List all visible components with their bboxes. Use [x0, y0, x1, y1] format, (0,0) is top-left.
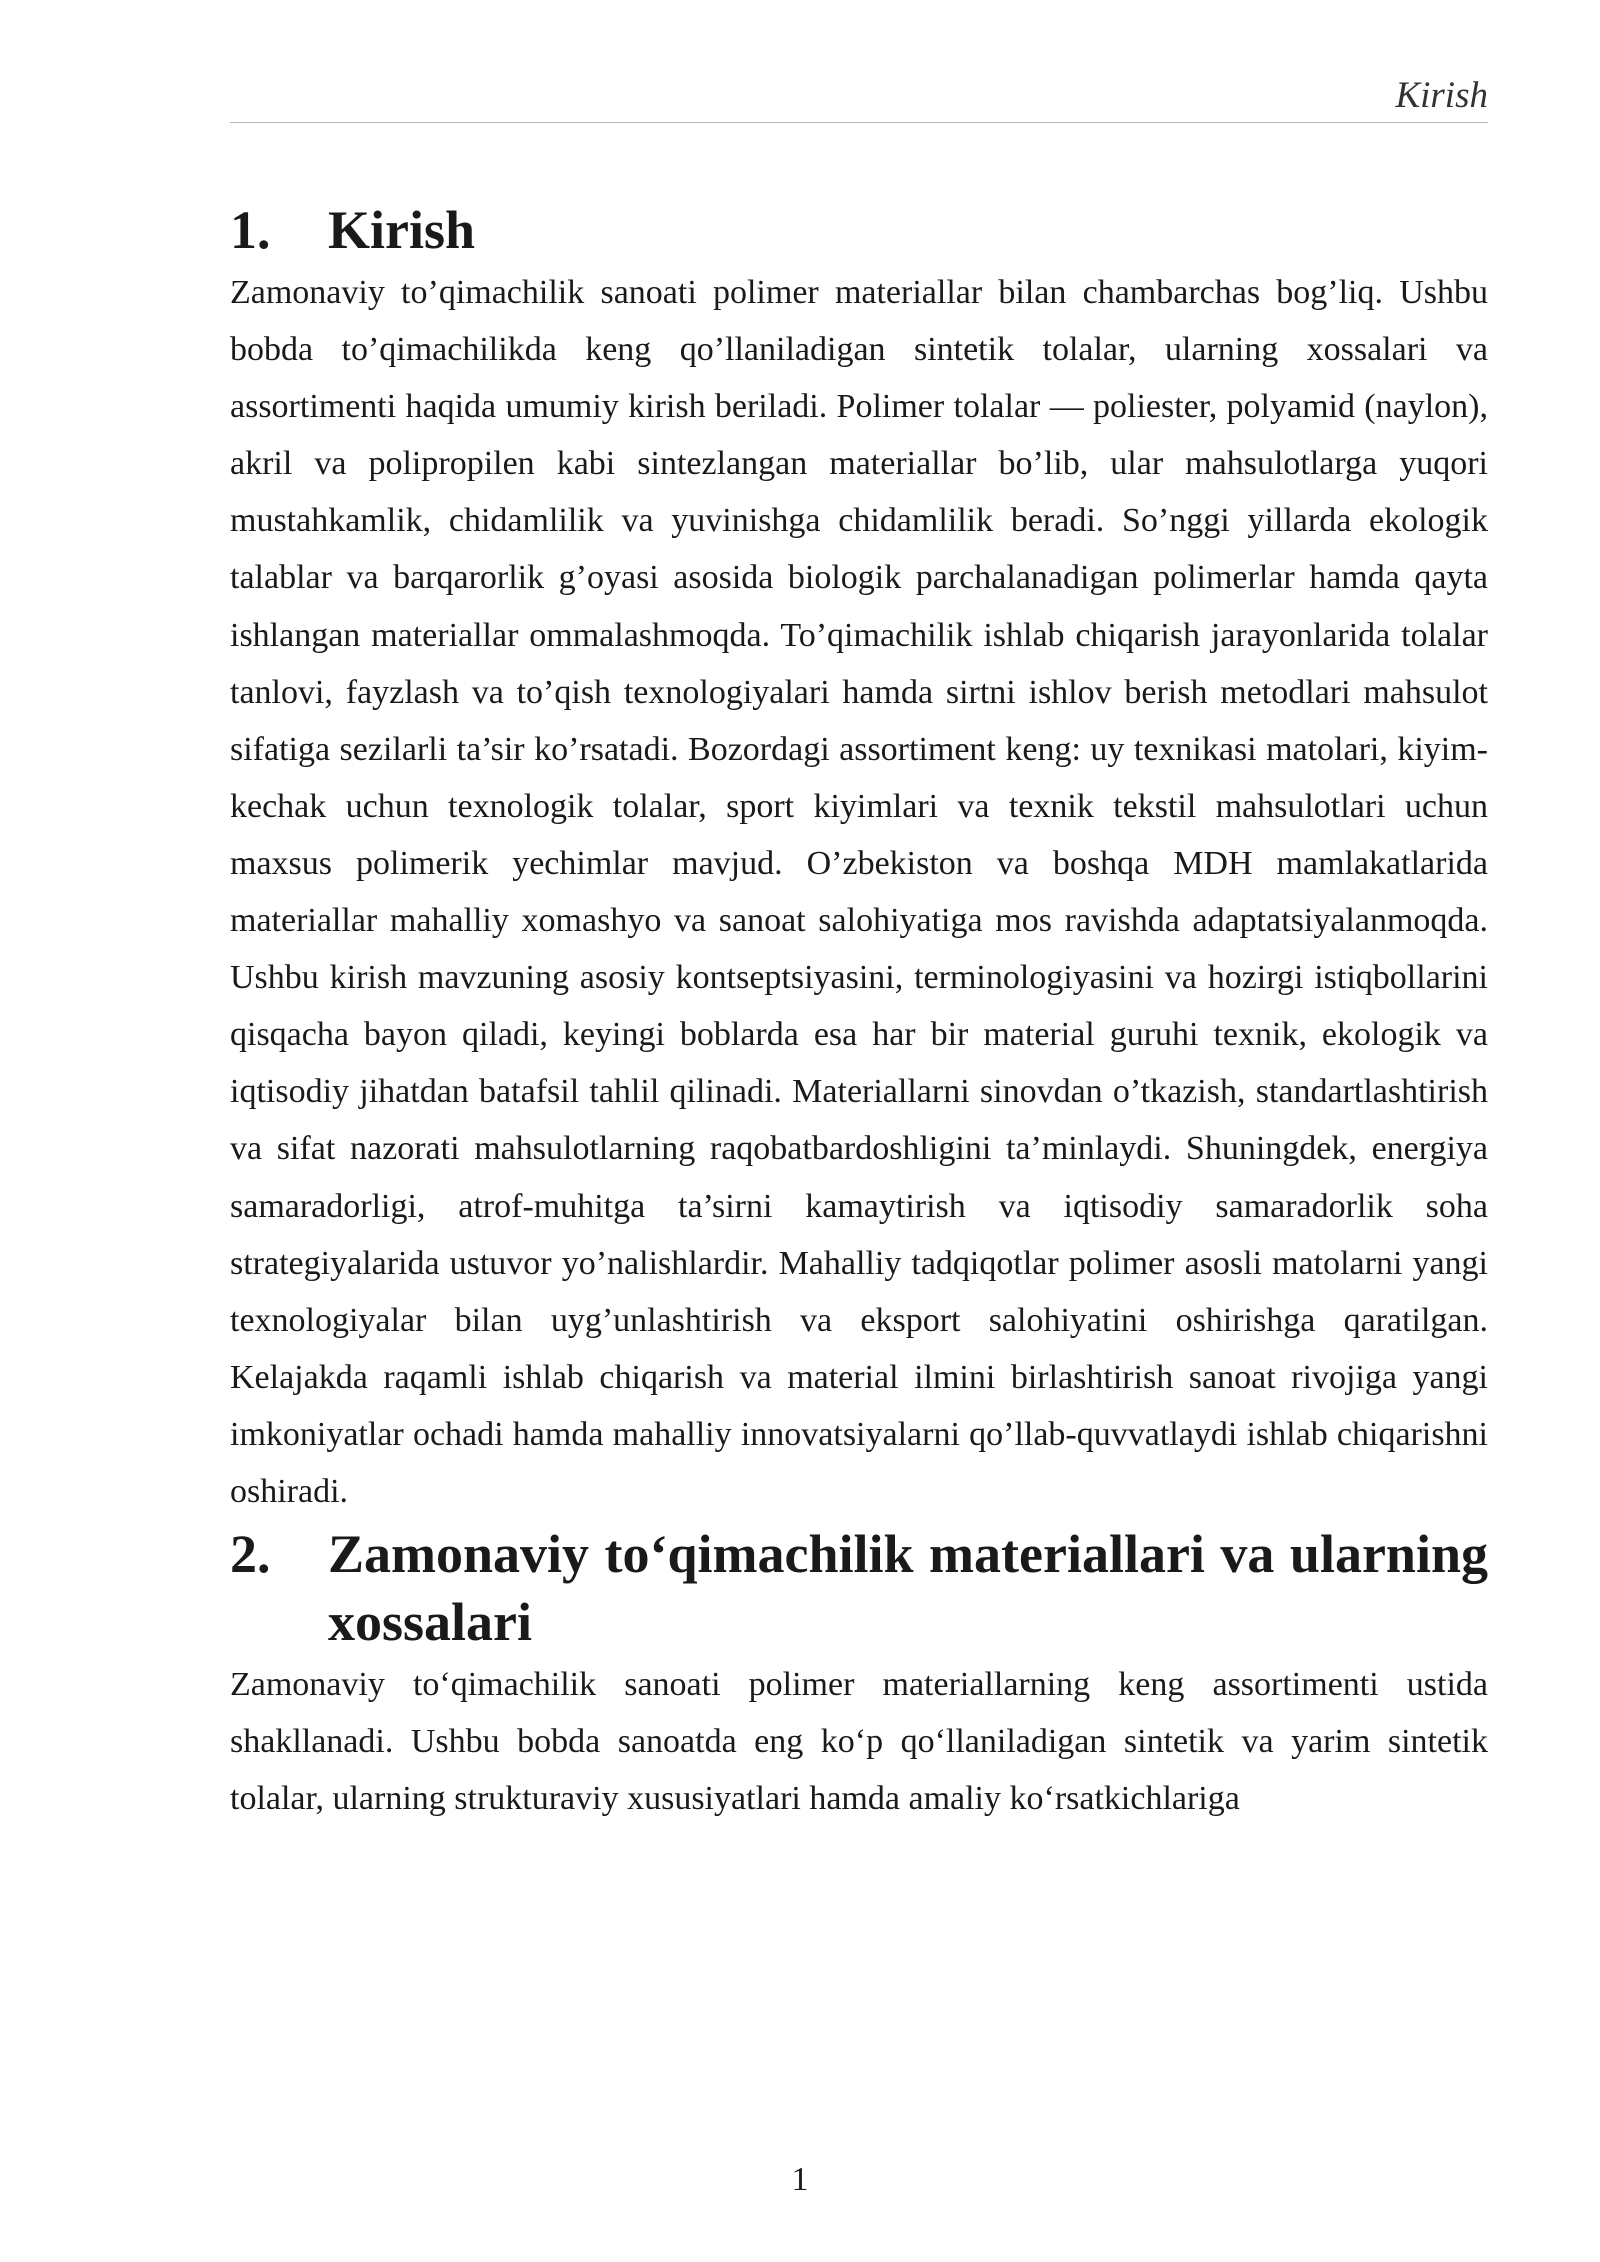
section-2-paragraph: Zamonaviy to‘qimachilik sanoati polimer materiallarning keng assortimenti ustida shakllanadi. Ushbu bobda sanoatda eng ko‘p qo‘llaniladigan sintetik va yarim sintetik tolalar, ularning strukturaviy xususiyatlari hamda amaliy ko‘rsatkichlariga	[230, 1666, 1488, 1818]
section-1-heading	[230, 196, 1488, 264]
section-1-title: Kirish	[328, 200, 476, 260]
section-2-title: Zamonaviy to‘qimachilik materiallari va ularning xossalari	[328, 1524, 1488, 1653]
page-content	[230, 196, 1488, 1827]
section-2-heading	[230, 1520, 1488, 1656]
page-number: 1	[791, 2161, 809, 2198]
section-1-number: 1.	[230, 200, 271, 260]
running-header-title: Kirish	[1395, 75, 1488, 116]
section-2-number: 2.	[230, 1524, 271, 1585]
running-header	[230, 66, 1488, 123]
section-1-paragraph: Zamonaviy to’qimachilik sanoati polimer materiallar bilan chambarchas bog’liq. Ushbu bobda to’qimachilikda keng qo’llaniladigan sintetik tolalar, ularning xossalari va assortimenti haqida umumiy kirish beriladi. Polimer tolalar — poliester, polyamid (naylon), akril va polipropilen kabi sintezlangan materiallar bo’lib, ular mahsulotlarga yuqori mustahkamlik, chidamlilik va yuvinishga chidamlilik beradi. So’nggi yillarda ekologik talablar va barqarorlik g’oyasi asosida biologik parchalanadigan polimerlar hamda qayta ishlangan materiallar ommalashmoqda. To’qimachilik ishlab chiqarish jarayonlarida tolalar tanlovi, fayzlash va to’qish texnologiyalari hamda sirtni ishlov berish metodlari mahsulot sifatiga sezilarli ta’sir ko’rsatadi. Bozordagi assortiment keng: uy texnikasi matolari, kiyim-kechak uchun texnologik tolalar, sport kiyimlari va texnik tekstil mahsulotlari uchun maxsus polimerik yechimlar mavjud. O’zbekiston va boshqa MDH mamlakatlarida materiallar mahalliy xomashyo va sanoat salohiyatiga mos ravishda adaptatsiyalanmoqda. Ushbu kirish mavzuning asosiy kontseptsiyasini, terminologiyasini va hozirgi istiqbollarini qisqacha bayon qiladi, keyingi boblarda esa har bir material guruhi texnik, ekologik va iqtisodiy jihatdan batafsil tahlil qilinadi. Materiallarni sinovdan o’tkazish, standartlashtirish va sifat nazorati mahsulotlarning raqobatbardoshligini ta’minlaydi. Shuningdek, energiya samaradorligi, atrof-muhitga ta’sirni kamaytirish va iqtisodiy samaradorlik soha strategiyalarida ustuvor yo’nalishlardir. Mahalliy tadqiqotlar polimer asosli matolarni yangi texnologiyalar bilan uyg’unlashtirish va eksport salohiyatini oshirishga qaratilgan. Kelajakda raqamli ishlab chiqarish va material ilmini birlashtirish sanoat rivojiga yangi imkoniyatlar ochadi hamda mahalliy innovatsiyalarni qo’llab-quvvatlaydi ishlab chiqarishni oshiradi.	[230, 274, 1488, 1510]
